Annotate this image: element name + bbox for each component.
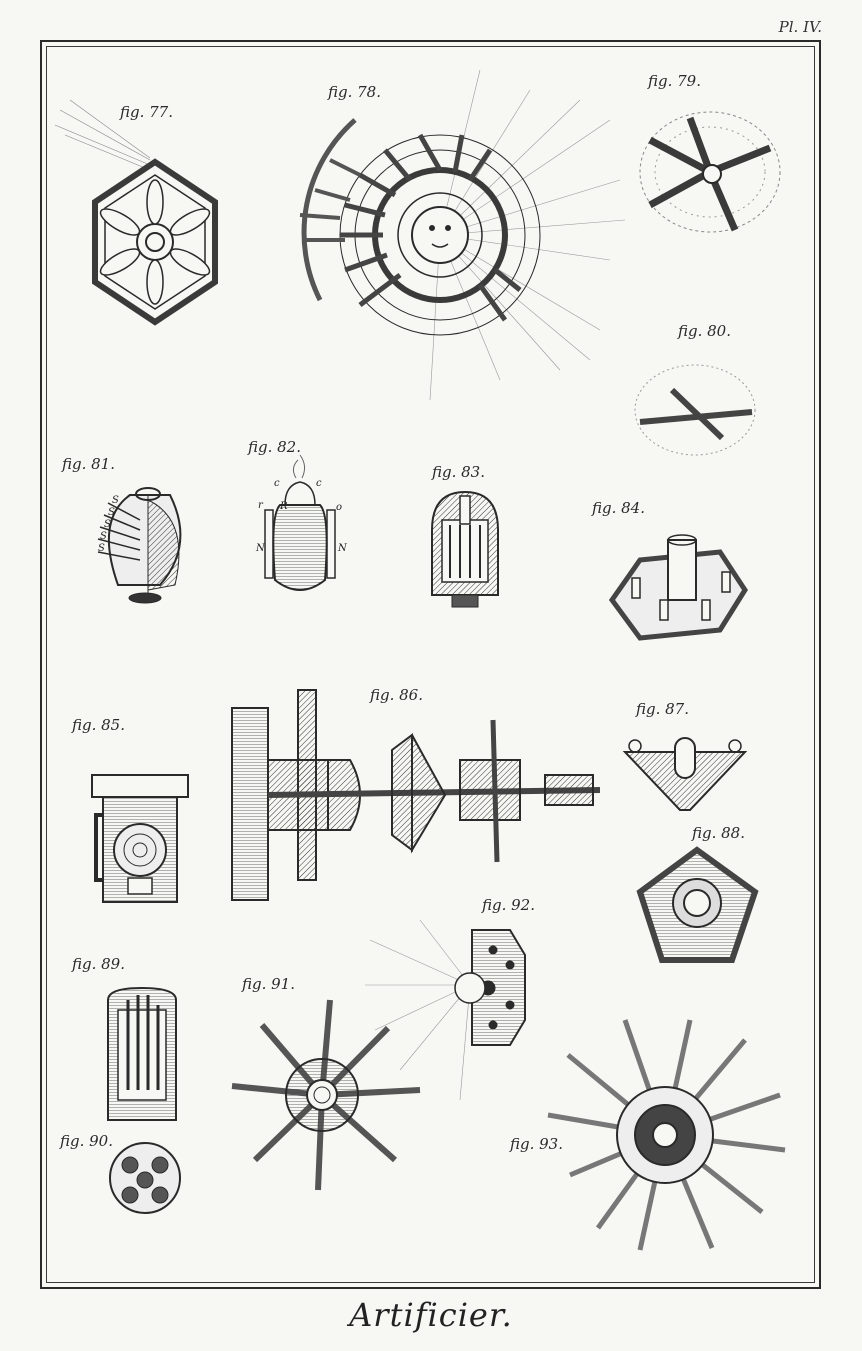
- fig-82-letter: R: [280, 501, 288, 512]
- fig-84-label: fig. 84.: [592, 499, 645, 517]
- fig-92-label: fig. 92.: [482, 896, 535, 914]
- fig-82-letter: c: [316, 478, 322, 489]
- fig-88-pentagon: [640, 850, 755, 960]
- plate-number: Pl. IV.: [778, 18, 822, 36]
- fig-82-letter: N: [338, 543, 347, 554]
- fig-92-fountain-block: [365, 920, 525, 1100]
- fig-82-letter: N: [256, 543, 265, 554]
- fig-78-label: fig. 78.: [328, 83, 381, 101]
- fig-91-label: fig. 91.: [242, 975, 295, 993]
- fig-82-letter: c: [274, 478, 280, 489]
- fig-86-axle-section: [232, 690, 600, 900]
- fig-81-letter: S: [104, 519, 111, 530]
- fig-82-letter: o: [336, 502, 343, 513]
- fig-90-cross-section: [110, 1143, 180, 1213]
- fig-80-label: fig. 80.: [678, 322, 731, 340]
- fig-86-label: fig. 86.: [370, 686, 423, 704]
- fig-84-octagon-base: [612, 535, 745, 638]
- fig-89-cylinder: [108, 988, 176, 1120]
- fig-85-box: [92, 775, 188, 902]
- fig-83-label: fig. 83.: [432, 463, 485, 481]
- fig-87-cone-base: [625, 738, 745, 810]
- fig-91-spoke-wheel: [232, 1000, 420, 1190]
- fig-82-vessel: [265, 455, 335, 590]
- fig-93-large-wheel: [548, 1020, 785, 1250]
- fig-81-bomb: [98, 488, 180, 603]
- fig-81-letter: S: [100, 531, 107, 542]
- fig-82-letter: r: [258, 500, 263, 511]
- fig-93-label: fig. 93.: [510, 1135, 563, 1153]
- fig-81-label: fig. 81.: [62, 455, 115, 473]
- fig-82-label: fig. 82.: [248, 438, 301, 456]
- plate-caption: Artificier.: [349, 1296, 513, 1334]
- fig-81-letter: S: [112, 495, 119, 506]
- fig-79-smoke-wheel: [640, 112, 780, 232]
- fig-85-label: fig. 85.: [72, 716, 125, 734]
- fig-81-letter: S: [98, 543, 105, 554]
- fig-77-label: fig. 77.: [120, 103, 173, 121]
- fig-77-hexagon-wheel: [55, 100, 215, 322]
- fig-87-label: fig. 87.: [636, 700, 689, 718]
- fig-81-letter: S: [108, 507, 115, 518]
- fig-78-sun-wheel: [300, 70, 625, 400]
- fig-83-chamber: [432, 492, 498, 607]
- fig-80-cross-rocket: [635, 365, 755, 455]
- fig-90-label: fig. 90.: [60, 1132, 113, 1150]
- fig-79-label: fig. 79.: [648, 72, 701, 90]
- fig-88-label: fig. 88.: [692, 824, 745, 842]
- fig-89-label: fig. 89.: [72, 955, 125, 973]
